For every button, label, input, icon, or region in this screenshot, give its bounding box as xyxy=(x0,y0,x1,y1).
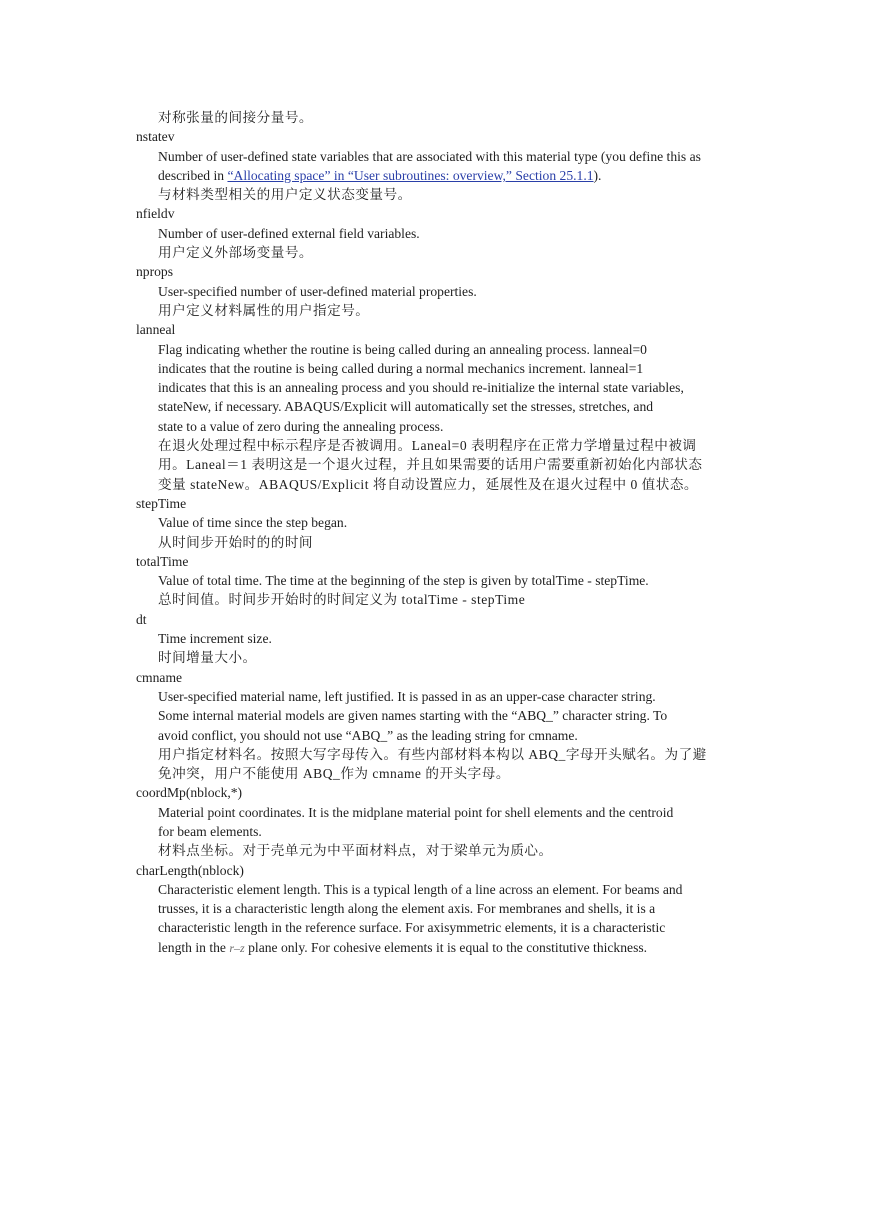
desc-charlength-4b: plane only. For cohesive elements it is equal to the constitutive thickness. xyxy=(248,939,648,955)
zh-cmname-2: 免冲突，用户不能使用 ABQ_作为 cmname 的开头字母。 xyxy=(158,766,510,782)
desc-nfieldv: Number of user-defined external field variables. xyxy=(158,225,420,241)
desc-cmname-2: Some internal material models are given names starting with the “ABQ_” character string. To xyxy=(158,708,668,724)
desc-coordmp-2: for beam elements. xyxy=(158,823,262,839)
intro-zh-line: 对称张量的间接分量号。 xyxy=(158,110,314,125)
desc-dt: Time increment size. xyxy=(158,631,272,647)
desc-nprops: User-specified number of user-defined material properties. xyxy=(158,283,477,299)
desc-charlength-4a: length in the xyxy=(158,939,226,955)
allocating-space-link[interactable]: “Allocating space” in “User subroutines: overview,” Section 25.1.1 xyxy=(227,167,594,183)
term-nstatev: nstatev xyxy=(136,129,175,145)
zh-nfieldv: 用户定义外部场变量号。 xyxy=(158,245,314,261)
desc-lanneal-4: stateNew, if necessary. ABAQUS/Explicit will automatically set the stresses, stretches, and xyxy=(158,399,654,415)
desc-charlength-1: Characteristic element length. This is a typical length of a line across an element. For beams and xyxy=(158,881,683,897)
desc-totaltime: Value of total time. The time at the beginning of the step is given by totalTime - stepTime. xyxy=(158,573,649,589)
desc-steptime: Value of time since the step began. xyxy=(158,515,348,531)
desc-lanneal-5: state to a value of zero during the annealing process. xyxy=(158,418,444,434)
desc-charlength-2: trusses, it is a characteristic length along the element axis. For membranes and shells, it is a xyxy=(158,901,656,917)
zh-nprops: 用户定义材料属性的用户指定号。 xyxy=(158,302,370,318)
zh-lanneal-1: 在退火处理过程中标示程序是否被调用。Laneal=0 表明程序在正常力学增量过程中被调 xyxy=(158,438,697,454)
document-content xyxy=(136,108,746,958)
term-totaltime: totalTime xyxy=(136,553,189,569)
desc-nstatev-text: Number of user-defined state variables that are associated with this material type (you define this as described in xyxy=(158,148,701,183)
desc-cmname-1: User-specified material name, left justified. It is passed in as an upper-case character string. xyxy=(158,688,656,704)
zh-cmname-1: 用户指定材料名。按照大写字母传入。有些内部材料本构以 ABQ_字母开头赋名。为了避 xyxy=(158,746,707,762)
zh-lanneal-2: 用。Laneal＝1 表明这是一个退火过程，并且如果需要的话用户需要重新初始化内部状态 xyxy=(158,457,703,473)
term-charlength: charLength(nblock) xyxy=(136,862,244,878)
term-lanneal: lanneal xyxy=(136,322,176,338)
rz-math-symbol: r–z xyxy=(229,940,245,955)
term-dt: dt xyxy=(136,611,147,627)
zh-dt: 时间增量大小。 xyxy=(158,650,257,666)
zh-steptime: 从时间步开始时的的时间 xyxy=(158,534,314,550)
desc-charlength-4 xyxy=(136,938,746,958)
term-coordmp: coordMp(nblock,*) xyxy=(136,785,243,801)
zh-nstatev: 与材料类型相关的用户定义状态变量号。 xyxy=(158,187,412,203)
desc-cmname-3: avoid conflict, you should not use “ABQ_” as the leading string for cmname. xyxy=(158,727,578,743)
desc-nstatev-tail: ). xyxy=(593,167,602,183)
desc-coordmp-1: Material point coordinates. It is the midplane material point for shell elements and the centroid xyxy=(158,804,674,820)
desc-charlength-3: characteristic length in the reference surface. For axisymmetric elements, it is a characteristic xyxy=(158,920,666,936)
term-steptime: stepTime xyxy=(136,495,187,511)
term-cmname: cmname xyxy=(136,669,183,685)
desc-lanneal-2: indicates that the routine is being called during a normal mechanics increment. lanneal=1 xyxy=(158,360,644,376)
zh-totaltime: 总时间值。时间步开始时的时间定义为 totalTime - stepTime xyxy=(158,592,526,608)
zh-lanneal-3: 变量 stateNew。ABAQUS/Explicit 将自动设置应力，延展性及在退火过程中 0 值状态。 xyxy=(158,476,699,492)
term-nprops: nprops xyxy=(136,264,174,280)
desc-lanneal-3: indicates that this is an annealing process and you should re-initialize the internal state variables, xyxy=(158,380,684,396)
desc-lanneal-1: Flag indicating whether the routine is being called during an annealing process. lanneal=0 xyxy=(158,341,647,357)
desc-nstatev xyxy=(136,147,746,186)
term-nfieldv: nfieldv xyxy=(136,206,175,222)
zh-coordmp: 材料点坐标。对于壳单元为中平面材料点，对于梁单元为质心。 xyxy=(158,843,553,859)
